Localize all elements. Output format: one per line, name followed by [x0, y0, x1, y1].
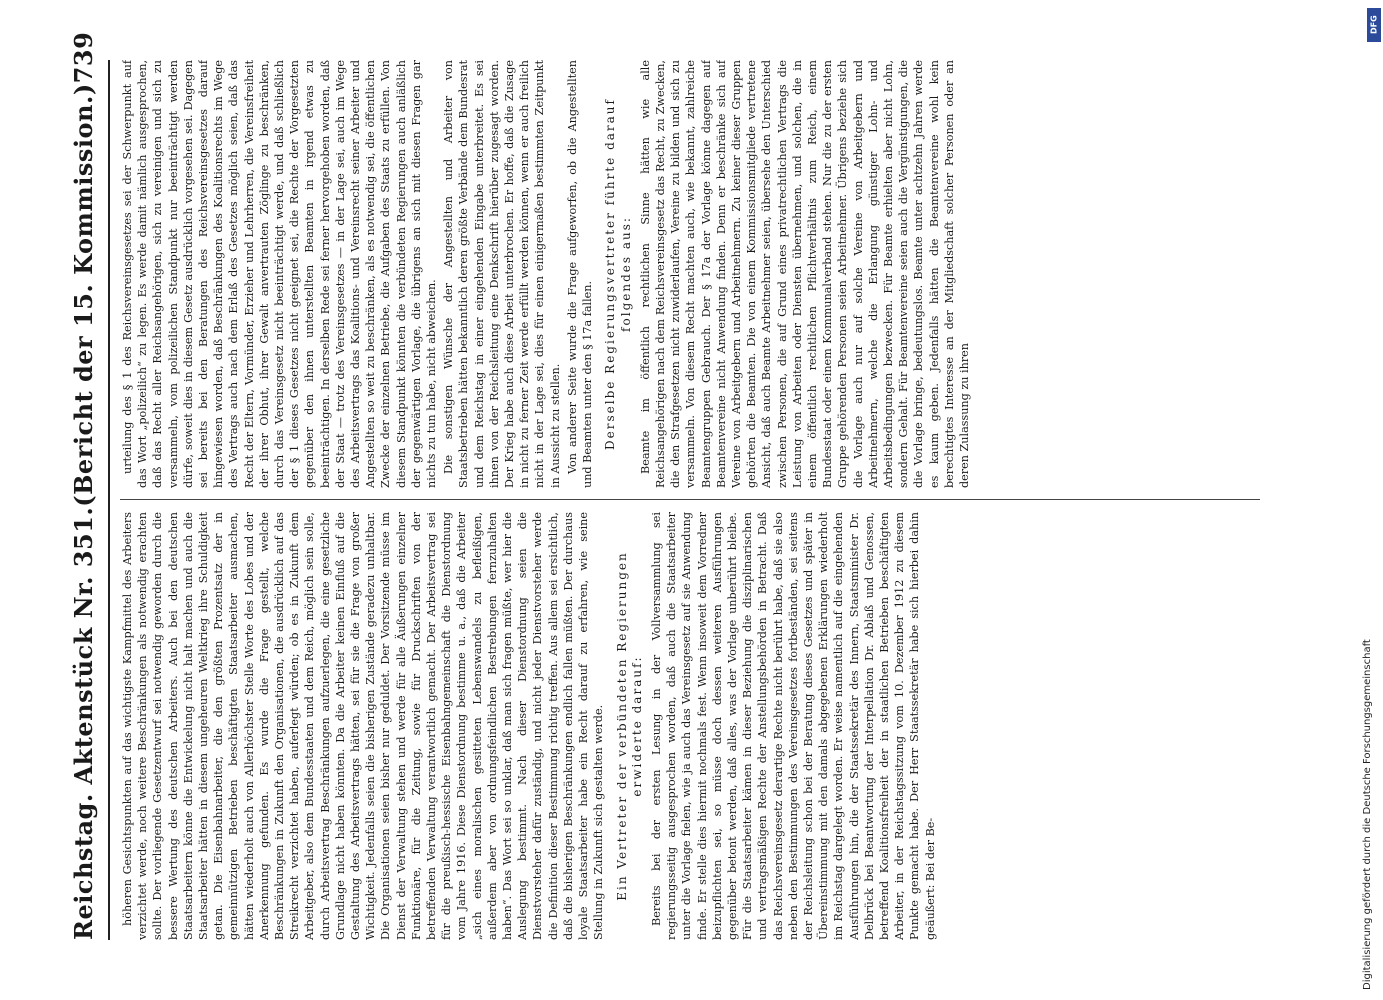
text-column-right [120, 60, 1260, 488]
paragraph: höheren Gesichtspunkten auf das wichtigste Kampfmittel des Arbeiters verzichtet werde, noch weitere Beschränkungen als notwendig erachten sollte. Der vorliegende Gesetzentwurf sei notwendig geworden durch die bessere Wertung des deutschen Arbeiters. Auch bei den deutschen Staatsarbeitern könne die Entwickelung nicht halt machen und auch die Staatsarbeiter hätten in diesem ungeheuren Weltkrieg ihre Schuldigkeit getan. Die Eisenbahnarbeiter, die den größten Prozentsatz der in gemeinnützigen Betrieben beschäftigten Staatsarbeiter ausmachen, hätten wiederholt auch von Allerhöchster Stelle Worte des Lobes und der Anerkennung gefunden. Es wurde die Frage gestellt, welche Beschränkungen in Zukunft den Organisationen, die ausdrücklich auf das Streikrecht verzichtet haben, auferlegt würden; ob es in Zukunft dem Arbeitgeber, also dem Bundesstaaten und dem Reich, möglich sein solle, durch Arbeitsvertrag Beschränkungen aufzuerlegen, die eine gesetzliche Grundlage nicht haben könnten. Da die Arbeiter keinen Einfluß auf die Gestaltung des Arbeitsvertrags hätten, sei für sie die Frage von großer Wichtigkeit. Jedenfalls seien die bisherigen Zustände geradezu unhaltbar. Die Organisationen seien bisher nur geduldet. Der Vorsitzende müsse im Dienst der Verwaltung stehen und werde für alle Äußerungen einzelner Funktionäre, für die Zeitung, sowie für Druckschriften von der betreffenden Verwaltung verantwortlich gemacht. Der Arbeitsvertrag sei für die preußisch-hessische Eisenbahngemeinschaft die Dienstordnung vom Jahre 1916. Diese Dienstordnung bestimme u. a., daß die Arbeiter „sich eines moralischen gesitteten Lebenswandels zu befleißigen, außerdem aber von ordnungsfeindlichen Bestrebungen fernzuhalten haben“. Das Wort sei so unklar, daß man sich fragen müßte, wer hier die Auslegung bestimmt. Nach dieser Dienstordnung seien die Dienstvorsteher dafür zuständig, und nicht jeder Dienstvorsteher werde die Definition dieser Bestimmung richtig treffen. Aus allem sei ersichtlich, daß die bisherigen Beschränkungen endlich fallen müßten. Der durchaus loyale Staatsarbeiter habe ein Recht darauf zu erfahren, wie seine Stellung in Zukunft sich gestalten werde. [121, 512, 606, 940]
paragraph: Von anderer Seite wurde die Frage aufgeworfen, ob die Angestellten und Beamten unter den § 17a fallen. [565, 60, 595, 488]
rotated-page [60, 31, 1270, 940]
header-title: Reichstag. Aktenstück Nr. 351. [68, 506, 98, 940]
paragraph: Die sonstigen Wünsche der Angestellten und Arbeiter von Staatsbetrieben hätten bekanntlich deren größte Verbände dem Bundesrat und dem Reichstag in einer eingehenden Eingabe unterbreitet. Es sei ihnen von der Reichsleitung eine Denkschrift hierüber zugesagt worden. Der Krieg habe auch diese Arbeit unterbrochen. Er hoffe, daß die Zusage in nicht zu ferner Zeit werde erfüllt werden können, wenn er auch freilich nicht in der Lage sei, dies für einen einigermaßen bestimmten Zeitpunkt in Aussicht zu stellen. [442, 60, 562, 488]
column-divider [120, 499, 1260, 500]
paragraph: Beamte im öffentlich rechtlichen Sinne hätten wie alle Reichsangehörigen nach dem Reichsvereinsgesetz das Recht, zu Zwecken, die den Strafgesetzen nicht zuwiderlaufen, Vereine zu bilden und sich zu versammeln. Von diesem Recht machten auch, wie bekannt, zahlreiche Beamtengruppen Gebrauch. Der § 17a der Vorlage könne dagegen auf Beamtenvereine nicht Anwendung finden. Denn er beschränke sich auf Vereine von Arbeitgebern und Arbeitnehmern. Zu keiner dieser Gruppen gehörten die Beamten. Die von einem Kommissionsmitgliede vertretene Ansicht, daß auch Beamte Arbeitnehmer seien, übersehe den Unterschied zwischen Personen, die auf Grund eines privatrechtlichen Vertrags die Leistung von Arbeiten oder Diensten übernehmen, und solchen, die in einem öffentlich rechtlichen Pflichtverhältnis zum Reich, einem Bundesstaat oder einem Kommunalverband stehen. Nur die zu der ersten Gruppe gehörenden Personen seien Arbeitnehmer. Übrigens beziehe sich die Vorlage auch nur auf solche Vereine von Arbeitgebern und Arbeitnehmern, welche die Erlangung günstiger Lohn- und Arbeitsbedingungen bezwecken. Für Beamte erhielten aber nicht Lohn, sondern Gehalt. Für Beamtenvereine seien auch die Vergünstigungen, die die Vorlage bringe, bedeutungslos. Beamte unter achtzehn Jahren werde es kaum geben. Jedenfalls hätten die Beamtenvereine wohl kein berechtigtes Interesse an der Mitgliedschaft solcher Personen oder an deren Zulassung zu ihren [638, 60, 971, 488]
text-column-left [120, 512, 1260, 940]
paragraph: urteilung des § 1 des Reichsvereinsgesetzes sei der Schwerpunkt auf das Wort „polizeilich“ zu legen. Es werde damit nämlich ausgesprochen, daß das Recht aller Reichsangehörigen, sich zu vereinigen und sich zu versammeln, vom polizeilichen Standpunkt nur beeinträchtigt werden dürfe, soweit dies in diesem Gesetz ausdrücklich vorgesehen sei. Dagegen sei bereits bei den Beratungen des Reichsvereinsgesetzes darauf hingewiesen worden, daß Beschränkungen des Koalitionsrechts im Wege des Vertrags auch nach dem Erlaß des Gesetzes möglich seien, daß das Recht der Eltern, Vormünder, Erzieher und Lehrherren, die Vereinsfreiheit der ihrer Obhut, ihrer Gewalt anvertrauten Zöglinge zu beschränken, durch das Vereinsgesetz nicht beeinträchtigt werde, und daß schließlich der § 1 dieses Gesetzes nicht geeignet sei, die Rechte der Vorgesetzten gegenüber den ihnen unterstellten Beamten in irgend etwas zu beeinträchtigen. In derselben Rede sei ferner hervorgehoben worden, daß der Staat — trotz des Vereinsgesetzes — in der Lage sei, auch im Wege des Arbeitsvertrags das Koalitions- und Vereinsrecht seiner Arbeiter und Angestellten so weit zu beschränken, als es notwendig sei, die öffentlichen Zwecke der einzelnen Betriebe, die Aufgaben des Staats zu erfüllen. Von diesem Standpunkt könnten die verbündeten Regierungen auch anläßlich der gegenwärtigen Vorlage, die übrigens an sich mit diesen Fragen gar nichts zu tun habe, nicht abweichen. [121, 60, 439, 488]
paragraph: Bereits bei der ersten Lesung in der Vollversammlung sei regierungsseitig ausgesprochen worden, daß auch die Staatsarbeiter unter die Vorlage fielen, wie ja auch das Vereinsgesetz auf sie Anwendung finde. Er stelle dies hiermit nochmals fest. Wenn insoweit dem Vorredner beizupflichten sei, so müsse doch dessen weiteren Ausführungen gegenüber betont werden, daß alles, was der Vorlage unberührt bleibe. Für die Staatsarbeiter kämen in dieser Beziehung die disziplinarischen und vertragsmäßigen Rechte der Anstellungsbehörden in Betracht. Daß das Reichsvereinsgesetz derartige Rechte nicht berührt habe, daß sie also neben den Bestimmungen des Vereinsgesetzes fortbeständen, sei seitens der Reichsleitung schon bei der Beratung dieses Gesetzes und später in Übereinstimmung mit den damals abgegebenen Erklärungen wiederholt im Reichstag dargelegt worden. Er weise namentlich auf die eingehenden Ausführungen hin, die der Staatssekretär des Innern, Staatsminister Dr. Delbrück bei Beantwortung der Interpellation Dr. Ablaß und Genossen, betreffend Koalitionsfreiheit der in staatlichen Betrieben beschäftigten Arbeiter, in der Reichstagssitzung vom 10. Dezember 1912 zu diesem Punkte gemacht habe. Der Herr Staatssekretär habe sich hierbei dahin geäußert: Bei der Be- [649, 512, 937, 940]
digitization-note [1361, 0, 1383, 1000]
digitization-note-text: Digitalisierung gefördert durch die Deutsche Forschungsgemeinschaft [1362, 639, 1373, 990]
section-heading: Derselbe Regierungsvertreter führte darauf folgendes aus: [603, 98, 633, 450]
page-header [60, 31, 106, 940]
section-heading: Ein Vertreter der verbündeten Regierungen erwiderte darauf: [614, 551, 644, 901]
header-subtitle: (Bericht der 15. Kommission.) [68, 83, 98, 507]
header-rule [108, 60, 110, 940]
dfg-logo: DFG [1367, 8, 1381, 42]
page-number: 739 [68, 31, 98, 84]
